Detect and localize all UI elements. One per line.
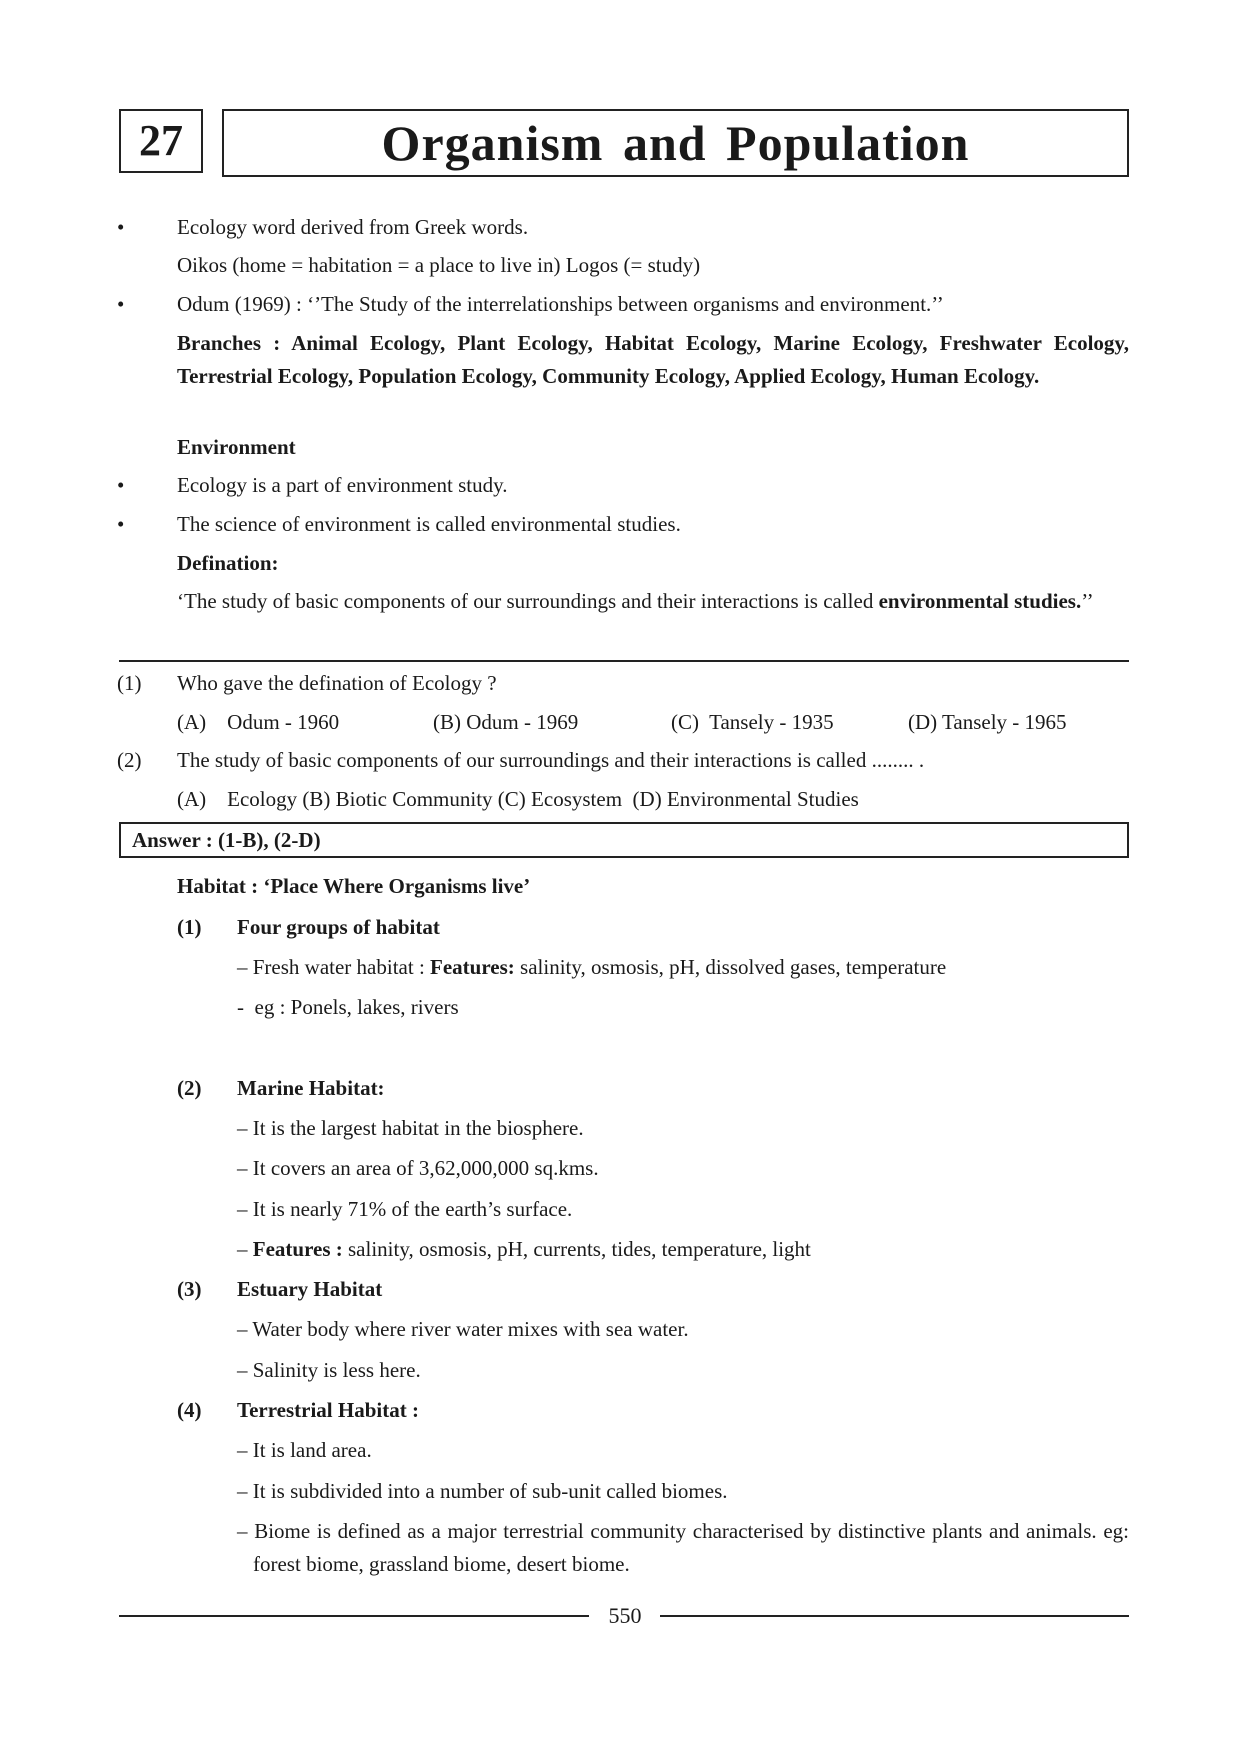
- definition-paragraph: [177, 585, 1129, 618]
- estuary-line: – Salinity is less here.: [237, 1358, 421, 1382]
- bullet-marker: •: [117, 473, 125, 497]
- intro-bullet-2: Odum (1969) : ‘’The Study of the interrelationships between organisms and environment.’’: [177, 292, 944, 316]
- section-title: Four groups of habitat: [237, 915, 440, 939]
- marine-line: – It covers an area of 3,62,000,000 sq.kms.: [237, 1156, 599, 1180]
- option-d: (D) Tansely - 1965: [908, 710, 1067, 734]
- footer-rule-left: [119, 1615, 589, 1617]
- question-number: (1): [117, 671, 142, 695]
- definition-bold: environmental studies.: [878, 589, 1082, 613]
- habitat-heading: Habitat : ‘Place Where Organisms live’: [177, 874, 531, 898]
- section-number: (4): [177, 1398, 202, 1422]
- marine-line: – It is the largest habitat in the biosphere.: [237, 1116, 584, 1140]
- biome-definition: – Biome is defined as a major terrestrial community characterised by distinctive plants and animals. eg: forest biome, grassland biome, desert biome.: [237, 1519, 1129, 1576]
- page-number: 550: [608, 1603, 642, 1628]
- features-label: Features :: [252, 1237, 343, 1261]
- freshwater-line: [237, 951, 946, 984]
- section-title: Estuary Habitat: [237, 1277, 383, 1301]
- section-number: (3): [177, 1277, 202, 1301]
- marine-features-line: [237, 1233, 811, 1266]
- features-label: Features:: [430, 955, 515, 979]
- intro-bullet-4: The science of environment is called environmental studies.: [177, 512, 681, 536]
- question-options: (A) Ecology (B) Biotic Community (C) Ecosystem (D) Environmental Studies: [177, 787, 859, 811]
- option-c: (C) Tansely - 1935: [671, 710, 834, 734]
- dash: –: [237, 1237, 253, 1261]
- definition-close: ’’: [1081, 589, 1094, 613]
- branches-text: Branches : Animal Ecology, Plant Ecology, Habitat Ecology, Marine Ecology, Freshwater Ecology, Terrestrial Ecology, Population Ecology, Community Ecology, Applied Ecology, Human Ecology.: [177, 331, 1129, 388]
- defination-heading: Defination:: [177, 551, 279, 575]
- bullet-marker: •: [117, 512, 125, 536]
- marine-features: salinity, osmosis, pH, currents, tides, temperature, light: [342, 1237, 811, 1261]
- section-number: (1): [177, 915, 202, 939]
- terrestrial-line: – It is land area.: [237, 1438, 372, 1462]
- environment-heading: Environment: [177, 435, 296, 459]
- section-number: (2): [177, 1076, 202, 1100]
- question-number: (2): [117, 748, 142, 772]
- definition-text: ‘The study of basic components of our surroundings and their interactions is called: [177, 589, 874, 613]
- option-a: (A) Odum - 1960: [177, 710, 340, 734]
- estuary-line: – Water body where river water mixes with sea water.: [237, 1317, 689, 1341]
- option-b: (B) Odum - 1969: [433, 710, 579, 734]
- freshwater-features: salinity, osmosis, pH, dissolved gases, temperature: [514, 955, 947, 979]
- marine-line: – It is nearly 71% of the earth’s surface.: [237, 1197, 573, 1221]
- intro-bullet-1: Ecology word derived from Greek words.: [177, 215, 529, 239]
- section-divider: [119, 660, 1129, 662]
- bullet-marker: •: [117, 292, 125, 316]
- freshwater-example: - eg : Ponels, lakes, rivers: [237, 995, 459, 1019]
- intro-bullet-3: Ecology is a part of environment study.: [177, 473, 508, 497]
- freshwater-label: – Fresh water habitat :: [237, 955, 431, 979]
- question-text: The study of basic components of our surroundings and their interactions is called ........ .: [177, 748, 925, 772]
- answer-box: Answer : (1-B), (2-D): [119, 822, 1129, 858]
- section-title: Marine Habitat:: [237, 1076, 385, 1100]
- bullet-marker: •: [117, 215, 125, 239]
- intro-oikos: Oikos (home = habitation = a place to live in) Logos (= study): [177, 253, 701, 277]
- terrestrial-line: – It is subdivided into a number of sub-unit called biomes.: [237, 1479, 728, 1503]
- chapter-number: 27: [119, 109, 203, 173]
- section-title: Terrestrial Habitat :: [237, 1398, 419, 1422]
- chapter-title: Organism and Population: [222, 109, 1129, 177]
- question-text: Who gave the defination of Ecology ?: [177, 671, 497, 695]
- footer-rule-right: [660, 1615, 1129, 1617]
